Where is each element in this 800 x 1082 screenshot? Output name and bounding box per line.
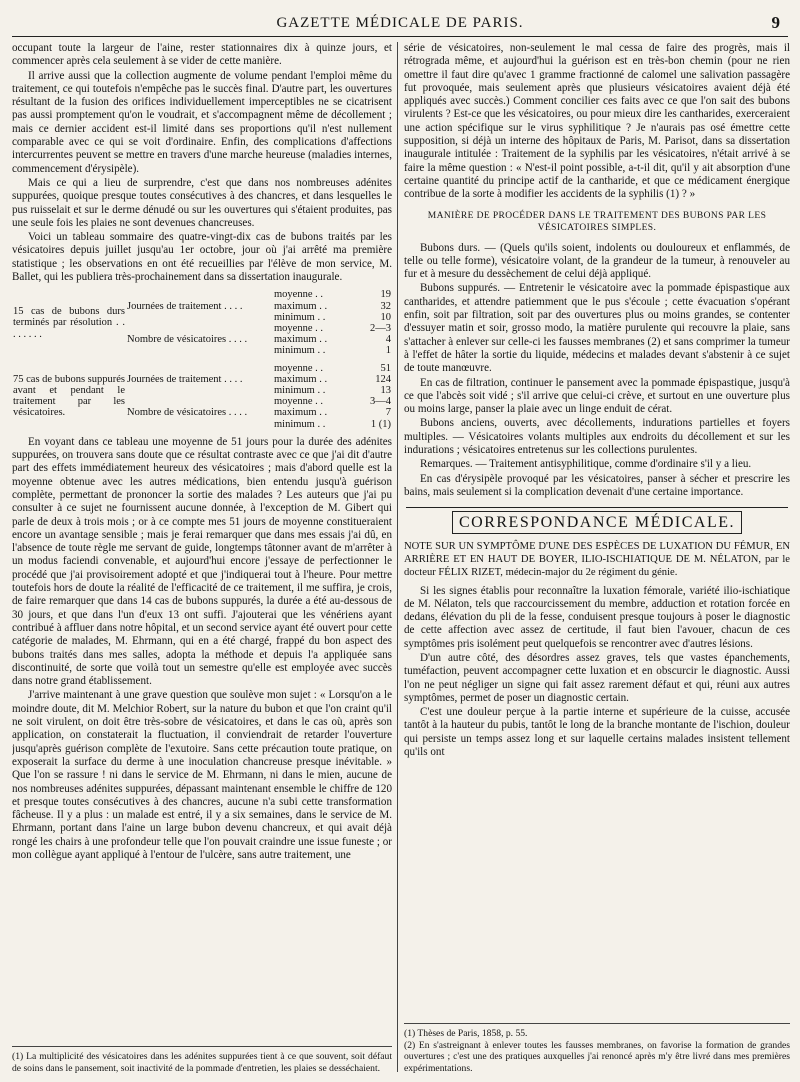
footnotes-right	[404, 1023, 790, 1074]
correspondence-title: CORRESPONDANCE MÉDICALE.	[452, 511, 742, 534]
group-label-suppurated-bubos: 75 cas de bubons suppurés avant et pendant le traitement par les vésicatoires.	[13, 373, 125, 419]
paragraph: En voyant dans ce tableau une moyenne de 51 jours pour la durée des adénites suppurées, on trouvera sans doute que ce résultat contraste avec ce que j'ai dit d'autre part des effets immédiatement heureux des vésicatoires ; mais d'abord quelle est la moyenne obtenue avec les autres médications, bien entendu jusqu'à guérison complète, permettant de prononcer la sortie des malades ? Les auteurs que j'ai pu consulter à ce sujet ne fournissent aucune donnée, à l'exception de M. Gibert qui parle de deux à trois mois ; or à ce compte mes 51 jours de moyenne constitueraient encore un avantage sensible ; mais je ferai remarquer que dans mes essais j'ai dû, en l'absence de toute règle me servant de guide, longtemps tâtonner avant de m'arrêter à un modus faciendi convenable, et aujourd'hui encore j'essaye de perfectionner le procédé que j'ai provisoirement adopté et que j'indiquerai tout à l'heure. Pour mettre toutefois hors de doute la réalité de l'efficacité de ce traitement, il me suffira, je crois, de faire remarquer que dans 14 cas de bubons suppurés, la durée a été au-dessous de 30 jours, et que dans l'un d'eux 13 ont suffi. J'ajouterai que les vénériens ayant contribué à affluer dans notre hôpital, et un second service ayant été ouvert pour cette catégorie de malades, M. Ehrmann, qui en a été chargé, frappé du bon aspect des bubons traités dans mes salles, adopta la méthode et depuis l'a appliquée sans discontinuité, de sorte que voilà tout un semestre qu'elle est employée avec succès dans notre grand établissement.	[12, 435, 392, 688]
row-label: moyenne . .	[274, 396, 323, 408]
stat-value: 1 (1)	[370, 418, 391, 430]
paragraph: J'arrive maintenant à une grave question que soulève mon sujet : « Lorsqu'on a le moindre doute, dit M. Melchior Robert, sur la nature du bubon et que l'on craint qu'il ne soit virulent, on doit être très-sobre de vésicatoires, et dans le cas où, après son application, on constaterait la fluctuation, il conviendrait de retarder l'ouverture jusqu'après guérison complète de l'exutoire. Sans cette précaution toute pratique, on exposerait la surface du derme à une inoculation chancreuse presque inévitable. » Que l'on se rassure ! ni dans le service de M. Ehrmann, ni dans le mien, aucune de nos nombreuses adénites suppurées, dépassant maintenant ensemble le chiffre de 120 et presque toutes consécutives à des chancres, aucune n'a subi cette transformation fâcheuse. Il y a plus : un malade est entré, il y a six semaines, dans le service de M. Ehrmann, portant dans l'aine un large bubon devenu chancreux, et qui avait déjà rongé les chairs à une profondeur telle que l'on pouvait craindre une issue funeste ; or mon collègue ayant appliqué à l'entour de l'ulcère, sans autre traitement, une	[12, 689, 392, 861]
paragraph: série de vésicatoires, non-seulement le mal cessa de faire des progrès, mais il rétrograda même, et aujourd'hui la guérison est en très-bon chemin (pour ne rien omettre il faut dire qu'avec 1 gramme fractionné de calomel une salivation passagère fut provoquée, mais seulement après que plusieurs vésicatoires avaient déjà été appliqués avec succès.) Comment concilier ces faits avec ce que l'on sait des bubons virulents ? Est-ce que les vésicatoires, ou pour mieux dire les cantharides, exerceraient une action spécifique sur le virus syphilitique ? Je n'aurais pas osé émettre cette supposition, si déjà un interne des hôpitaux de Paris, M. Parisot, dans sa dissertation inaugurale intitulée : Traitement de la syphilis par les vésicatoires, n'était arrivé à se faire la même question : « N'est-il point possible, a-t-il dit, qu'il y ait absorption d'une certaine quantité du principe actif de la cantharide, et que ce médicament énergique contribue de la sorte à modifier les accidents de la syphilis (1) ? »	[404, 42, 790, 201]
footnote-rule	[12, 1046, 392, 1047]
page-number: 9	[771, 13, 780, 32]
left-column	[12, 42, 392, 1034]
row-label: minimum . .	[274, 418, 326, 430]
category-days: Journées de traitement . . . .	[127, 300, 243, 312]
stat-value: 32	[380, 300, 391, 312]
row-label: minimum . .	[274, 345, 326, 357]
footnotes-left	[12, 1046, 392, 1074]
paragraph: C'est une douleur perçue à la partie interne et supérieure de la cuisse, accusée tantôt à la hauteur du pubis, tantôt le long de la branche montante de l'ischion, douleur qui persiste un temps assez long et sur laquelle certains malades insistent tellement qu'ils ont	[404, 706, 790, 759]
row-label: maximum . .	[274, 334, 328, 346]
row-label: moyenne . .	[274, 322, 323, 334]
section-rule	[406, 507, 788, 508]
stat-value: 1	[385, 345, 391, 357]
footnote: (1) La multiplicité des vésicatoires dans les adénites suppurées tient à ce que souvent, soit défaut de soins dans le pansement, soit inactivité de la pommade d'entretien, les plaies se desséchaient.	[12, 1051, 392, 1074]
paragraph: Voici un tableau sommaire des quatre-vingt-dix cas de bubons traités par les vésicatoires depuis juillet jusqu'au 1er octobre, jour où j'ai arrêté ma première statistique ; les observations en ont été recueillies par l'élève de mon service, M. Ballet, qui les publiera très-prochainement dans sa dissertation inaugurale.	[12, 231, 392, 284]
stat-value: 7	[385, 407, 391, 419]
row-label: maximum . .	[274, 407, 328, 419]
paragraph: D'un autre côté, des désordres assez graves, tels que vastes épanchements, tuméfaction, peuvent accompagner cette luxation et en obscurcir le diagnostic. Aussi l'on ne peut négliger un signe qui fait assez rarement défaut et qui, réuni aux autres symptômes, permet de poser un diagnostic certain.	[404, 651, 790, 704]
stat-value: 19	[380, 289, 391, 301]
row-label: minimum . .	[274, 311, 326, 323]
stat-value: 13	[380, 384, 391, 396]
column-divider	[397, 42, 398, 1072]
row-label: maximum . .	[274, 373, 328, 385]
row-label: maximum . .	[274, 300, 328, 312]
stat-value: 2—3	[370, 322, 391, 334]
paragraph: Il arrive aussi que la collection augmente de volume pendant l'emploi même du traitement, ce qui toutefois n'empêche pas le succès final. D'autre part, les ouvertures résultant de la fusion des orifices individuellement imperceptibles ne se cicatrisent pas aussi promptement qu'on le voudrait, et s'accompagnent même de décollement ; mais ce dernier accident est-il limité dans ses proportions qu'il n'est nullement comparable avec ce qui se voit d'ordinaire. Enfin, des complications d'affections intercurrentes peuvent se mettre en travers d'une marche heureuse (maladies internes, commencement d'érysipèle).	[12, 69, 392, 175]
paragraph-remarques: Remarques. — Traitement antisyphilitique, comme d'ordinaire s'il y a lieu.	[420, 458, 752, 471]
row-label: minimum . .	[274, 384, 326, 396]
stat-value: 51	[380, 362, 391, 374]
stat-value: 10	[380, 311, 391, 323]
stat-value: 124	[375, 373, 391, 385]
statistics-table	[12, 289, 392, 429]
row-label: moyenne . .	[274, 362, 323, 374]
stat-value: 3—4	[370, 396, 391, 408]
category-blisters: Nombre de vésicatoires . . . .	[127, 334, 248, 346]
page-header	[12, 10, 788, 37]
paragraph: En cas d'érysipèle provoqué par les vésicatoires, panser à sécher et prescrire les bains, mais seulement si la complication devenait d'une certaine importance.	[404, 472, 790, 498]
footnote-rule	[404, 1023, 790, 1024]
stat-value: 4	[385, 334, 391, 346]
paragraph: occupant toute la largeur de l'aine, rester stationnaires dix à quinze jours, et commencer après cela seulement à se vider de cette manière.	[12, 42, 392, 68]
group-label-hard-bubos: 15 cas de bubons durs terminés par résolution . . . . . . . .	[13, 306, 125, 340]
paragraph: En cas de filtration, continuer le pansement avec la pommade épispastique, jusqu'à ce que l'abcès soit vidé ; s'il arrive que celui-ci crève, et surtout en une ouverture plus ou moins large, panser la plaie avec un linge enduit de cérat.	[404, 376, 790, 416]
footnote: (2) En s'astreignant à enlever toutes les fausses membranes, on favorise la formation de grandes ouvertures ; c'est une des pratiques auxquelles j'ai renoncé après m'y être livré dans mes premières expérimentations.	[404, 1039, 790, 1074]
right-column	[404, 42, 790, 1034]
correspondence-heading	[404, 514, 790, 532]
paragraph-bubons-anciens: Bubons anciens, ouverts, avec décollements, indurations partielles et foyers multiples. — Vésicatoires volants multiples aux endroits du décollement et sur les indurations ; vésicatoires entretenus sur les collections purulentes.	[404, 417, 790, 457]
row-label: moyenne . .	[274, 289, 323, 301]
note-heading: NOTE SUR UN SYMPTÔME D'UNE DES ESPÈCES DE LUXATION DU FÉMUR, EN ARRIÈRE ET EN HAUT DE BOYER, ILIO-ISCHIATIQUE DE M. NÉLATON, par le docteur FÉLIX RIZET, médecin-major du 2e régiment du génie.	[404, 540, 790, 578]
category-blisters: Nombre de vésicatoires . . . .	[127, 407, 248, 419]
paragraph-bubons-durs: Bubons durs. — (Quels qu'ils soient, indolents ou douloureux et enflammés, de telle ou telle forme), vésicatoire volant, de la grandeur de la tumeur, à renouveler au fur et à mesure du dessèchement de celui déjà appliqué.	[404, 241, 790, 281]
paragraph-bubons-suppures: Bubons suppurés. — Entretenir le vésicatoire avec la pommade épispastique aux cantharides, et attendre patiemment que le pus s'écoule ; cette évacuation s'opérant enfin, soit par filtration, soit par des ouvertures plus ou moins grandes, se contenter d'essuyer matin et soir, grosso modo, la matière purulente qui recouvre la plaie, sans s'attacher à enlever sur celle-ci les fausses membranes (2) et sans comprimer la tumeur à l'effet de hâter la sortie du liquide, médecins et malades devant s'abstenir à ce sujet de toute manœuvre.	[404, 282, 790, 375]
paragraph: Si les signes établis pour reconnaître la luxation fémorale, variété ilio-ischiatique de M. Nélaton, tels que raccourcissement du membre, adduction et rotation forcée en dedans, élévation du pli de la fesse, conduisent presque toujours à poser le diagnostic de cette affection avec assez de certitude, il faut bien l'avouer, chacun de ces symptômes pris isolément peut quelquefois se rencontrer avec d'autres lésions.	[404, 584, 790, 650]
journal-title: GAZETTE MÉDICALE DE PARIS.	[276, 15, 524, 31]
footnote: (1) Thèses de Paris, 1858, p. 55.	[404, 1028, 528, 1039]
paragraph: Mais ce qui a lieu de surprendre, c'est que dans nos nombreuses adénites suppurées, quoique presque toutes consécutives à des chancres, et dans lesquelles le pus ruisselait et sur le derme dénudé ou sur les ouvertures qui s'étaient produites, pas une seule fois les plaies ne sont devenues chancreuses.	[12, 176, 392, 229]
section-heading: MANIÈRE DE PROCÉDER DANS LE TRAITEMENT DES BUBONS PAR LES VÉSICATOIRES SIMPLES.	[427, 210, 767, 233]
category-days: Journées de traitement . . . .	[127, 373, 243, 385]
